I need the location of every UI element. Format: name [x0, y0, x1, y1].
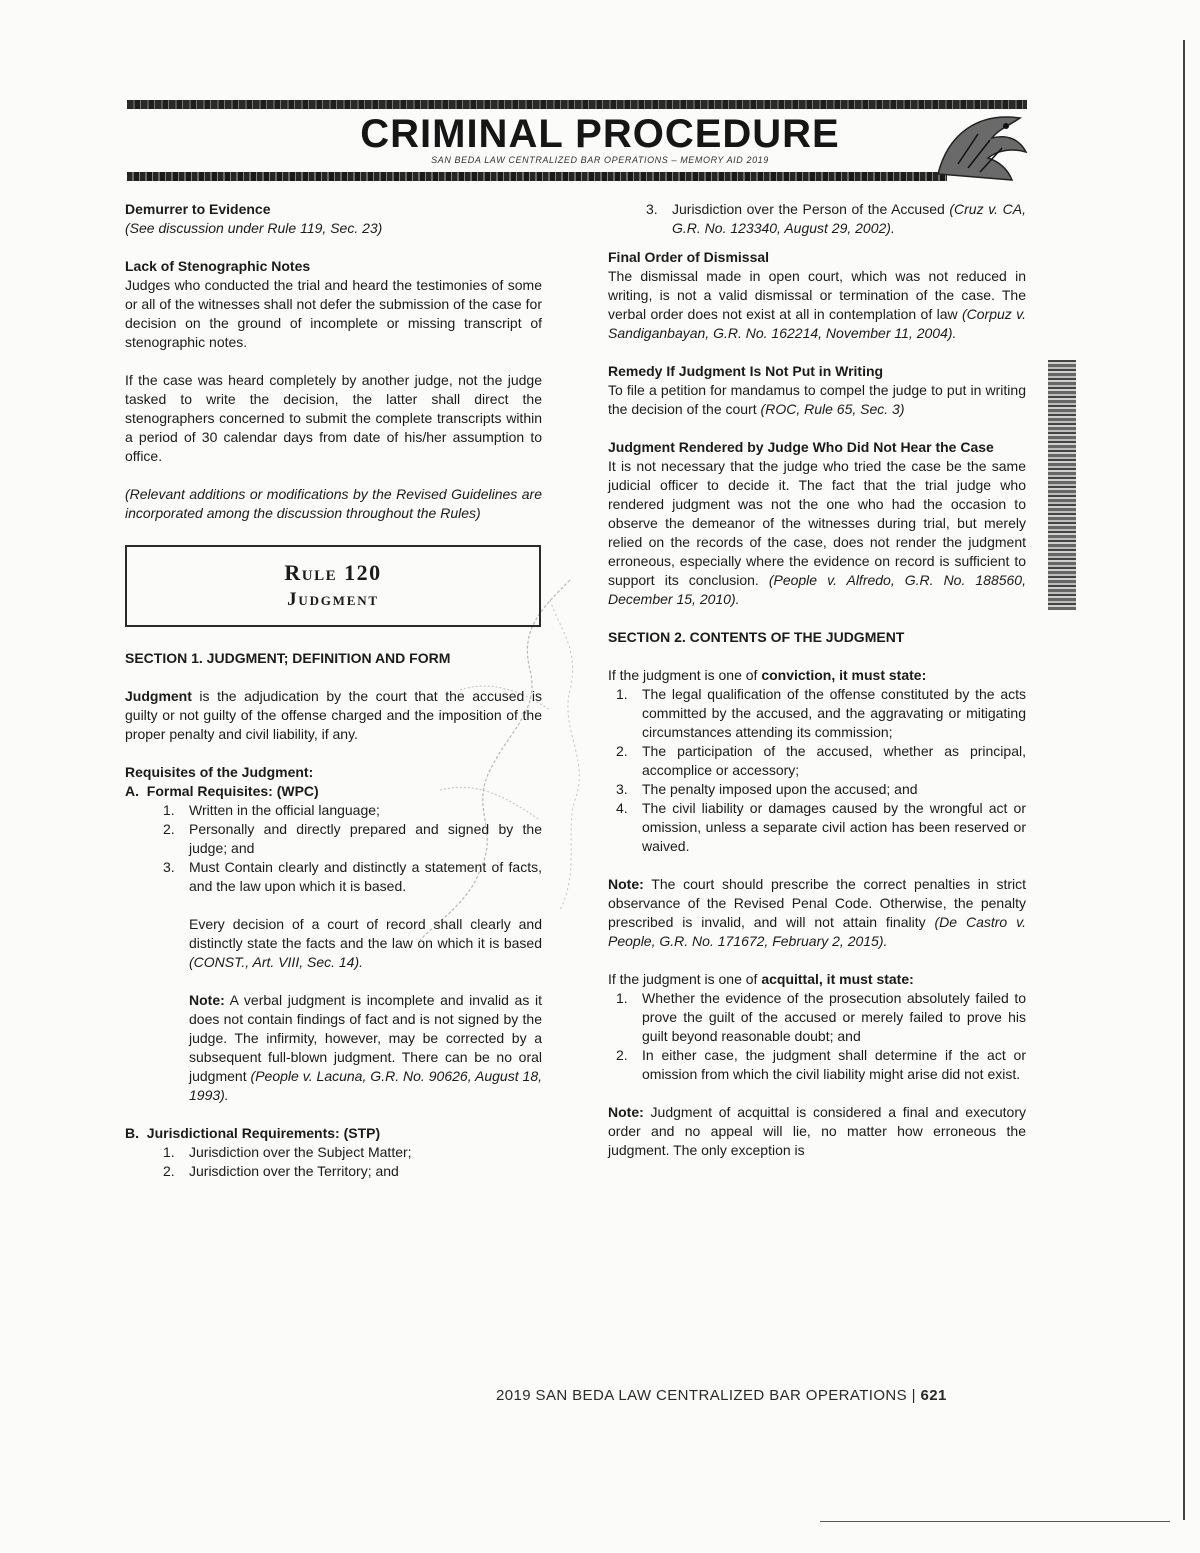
- page-number: 621: [920, 1387, 947, 1404]
- list-item: 2. In either case, the judgment shall determine if the act or omission from which the civil liability might arise did not exist.: [616, 1047, 1026, 1082]
- final-order-paragraph: The dismissal made in open court, which was not reduced in writing, is not a valid dismissal or termination of the case. The verbal order does not exist at all in contemplation of law (Corpuz v. Sandiganbayan, G.R. No. 162214, November 11, 2004).: [608, 268, 1026, 341]
- footer-separator: |: [911, 1387, 916, 1404]
- page-edge-tab: [1048, 360, 1076, 610]
- acquittal-finality-note: Note: Judgment of acquittal is considered a final and executory order and no appeal will lie, no matter how erroneous the judgment. The only exception is: [608, 1104, 1026, 1158]
- list-item: 4. The civil liability or damages caused by the wrongful act or omission, unless a separate civil action has been reserved or waived.: [616, 800, 1026, 854]
- judgment-definition: [125, 687, 542, 744]
- bottom-edge-line: [820, 1521, 1170, 1522]
- list-item: 2. Personally and directly prepared and signed by the judge; and: [163, 821, 542, 856]
- remedy-heading: Remedy If Judgment Is Not Put in Writing: [608, 363, 884, 379]
- conviction-intro: If the judgment is one of conviction, it must state:: [608, 667, 927, 683]
- jurisdictional-requirements-list-continued: [608, 200, 1026, 238]
- section-2-heading: SECTION 2. CONTENTS OF THE JUDGMENT: [608, 629, 905, 645]
- eagle-emblem-icon: [928, 104, 1032, 184]
- demurrer-reference: (See discussion under Rule 119, Sec. 23): [125, 220, 383, 236]
- rule-title-box: [125, 545, 541, 627]
- relevant-additions-note: (Relevant additions or modifications by the Revised Guidelines are incorporated among the discussion throughout the Rules): [125, 486, 542, 521]
- header-band-bottom: [127, 172, 947, 181]
- judgment-definition-text: is the adjudication by the court that the accused is guilty or not guilty of the offense charged and the imposition of the proper penalty and civil liability, if any.: [125, 688, 542, 742]
- formal-requisites-heading: A. Formal Requisites: (WPC): [125, 783, 319, 799]
- list-item: 1. The legal qualification of the offense constituted by the acts committed by the accused, and the aggravating or mitigating circumstances attending its commission;: [616, 686, 1026, 740]
- steno-paragraph-2: If the case was heard completely by another judge, not the judge tasked to write the decision, the latter shall direct the stenographers concerned to submit the complete transcripts within a period of 30 calendar days from date of his/her assumption to office.: [125, 372, 542, 464]
- rule-name: Judgment: [287, 589, 379, 610]
- list-item: 1. Written in the official language;: [163, 802, 380, 818]
- left-column: [125, 200, 542, 1181]
- judgment-term: Judgment: [125, 688, 192, 704]
- penalty-note: Note: The court should prescribe the correct penalties in strict observance of the Revised Penal Code. Otherwise, the penalty prescribed is invalid, and will not attain finality (De Castro v. People, G.R. No. 171672, February 2, 2015).: [608, 876, 1026, 949]
- conviction-contents-list: [608, 685, 1026, 856]
- final-order-heading: Final Order of Dismissal: [608, 249, 770, 265]
- header-band-top: [127, 100, 1027, 109]
- demurrer-heading: Demurrer to Evidence: [125, 201, 271, 217]
- remedy-paragraph: To file a petition for mandamus to compel the judge to put in writing the decision of the court (ROC, Rule 65, Sec. 3): [608, 382, 1026, 417]
- list-item: 2. The participation of the accused, whether as principal, accomplice or accessory;: [616, 743, 1026, 778]
- page-edge-line: [1183, 40, 1185, 1520]
- list-item: 2. Jurisdiction over the Territory; and: [163, 1163, 399, 1179]
- rendered-by-other-judge-paragraph: It is not necessary that the judge who tried the case be the same judicial officer to decide it. The fact that the trial judge who rendered judgment was not the one who had the occasion to observe the demeanor of the witnesses during trial, but merely relied on the records of the case, does not render the judgment erroneous, especially where the evidence on record is sufficient to support its conclusion. (People v. Alfredo, G.R. No. 188560, December 15, 2010).: [608, 458, 1026, 607]
- page-subtitle: SAN BEDA LAW CENTRALIZED BAR OPERATIONS – MEMORY AID 2019: [431, 155, 769, 165]
- jurisdictional-requirements-heading: B. Jurisdictional Requirements: (STP): [125, 1125, 381, 1141]
- formal-requisites-list: [125, 801, 542, 896]
- requisites-heading: Requisites of the Judgment:: [125, 764, 314, 780]
- list-item: 3. Jurisdiction over the Person of the Accused (Cruz v. CA, G.R. No. 123340, August 29, 2002).: [646, 201, 1026, 236]
- footer-text: 2019 SAN BEDA LAW CENTRALIZED BAR OPERATIONS: [496, 1387, 908, 1404]
- rendered-by-other-judge-heading: Judgment Rendered by Judge Who Did Not Hear the Case: [608, 439, 994, 455]
- acquittal-contents-list: [608, 989, 1026, 1084]
- list-item: 3. Must Contain clearly and distinctly a statement of facts, and the law upon which it is based.: [163, 859, 542, 894]
- jurisdictional-requirements-list: [125, 1143, 542, 1181]
- constitution-paragraph: Every decision of a court of record shall clearly and distinctly state the facts and the law on which it is based (CONST., Art. VIII, Sec. 14).: [189, 916, 542, 970]
- verbal-judgment-note: Note: A verbal judgment is incomplete and invalid as it does not contain findings of fact and is not signed by the judge. The infirmity, however, may be corrected by a subsequent full-blown judgment. There can be no oral judgment (People v. Lacuna, G.R. No. 90626, August 18, 1993).: [189, 992, 542, 1103]
- page-title: CRIMINAL PROCEDURE: [360, 112, 840, 156]
- steno-heading: Lack of Stenographic Notes: [125, 258, 311, 274]
- page-footer: [496, 1387, 1036, 1404]
- acquittal-intro: If the judgment is one of acquittal, it must state:: [608, 971, 914, 987]
- list-item: 1. Jurisdiction over the Subject Matter;: [163, 1144, 412, 1160]
- section-1-heading: SECTION 1. JUDGMENT; DEFINITION AND FORM: [125, 650, 451, 666]
- rule-number: Rule 120: [284, 560, 382, 585]
- list-item: 3. The penalty imposed upon the accused; and: [616, 781, 918, 797]
- right-column: [608, 200, 1026, 1160]
- steno-paragraph-1: Judges who conducted the trial and heard the testimonies of some or all of the witnesses shall not defer the submission of the case for decision on the ground of incomplete or missing transcript of stenographic notes.: [125, 277, 542, 350]
- list-item: 1. Whether the evidence of the prosecution absolutely failed to prove the guilt of the accused or merely failed to prove his guilt beyond reasonable doubt; and: [616, 990, 1026, 1044]
